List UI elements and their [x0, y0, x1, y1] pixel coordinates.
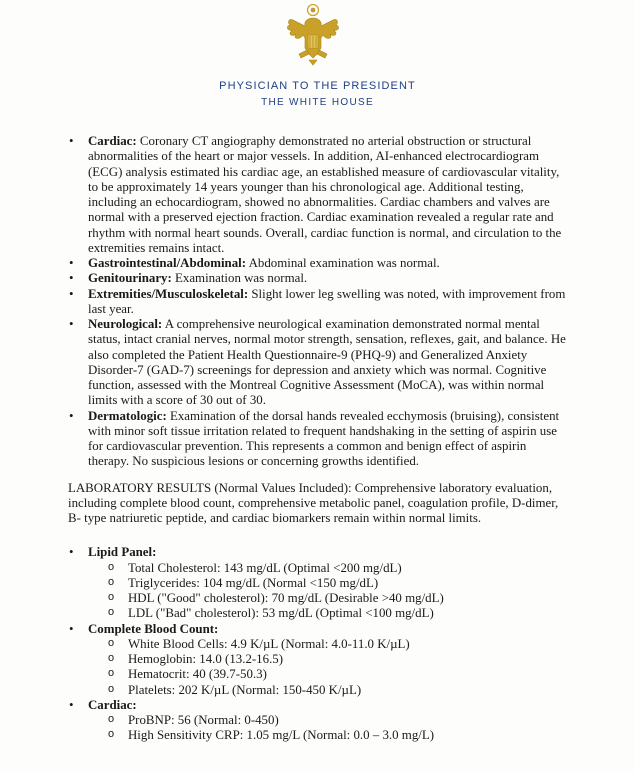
lab-section-label: Complete Blood Count: [88, 621, 219, 636]
lab-section-label: Lipid Panel: [88, 545, 157, 560]
finding-label: Cardiac: [88, 134, 137, 148]
lab-item: o Triglycerides: 104 mg/dL (Normal <150 mg/dL) [108, 576, 568, 591]
finding-item [68, 317, 568, 409]
lab-item: o Hemoglobin: 14.0 (13.2-16.5) [108, 652, 568, 667]
lab-sublist [88, 713, 568, 744]
finding-text: Coronary CT angiography demonstrated no arterial obstruction or structural abnormalities of the heart or major vessels. In addition, AI-enhanced electrocardiogram (ECG) analysis estimated his cardiac age, an established measure of cardiovascular vitality, to be approximately 14 years younger than his chronological age. Additional testing, including an echocardiogram, showed no abnormalities. Cardiac chambers and valves are normal with a preserved ejection fraction. Cardiac examination revealed a regular rate and rhythm with normal heart sounds. Overall, cardiac function is normal, and circulation to the extremities remains intact. [88, 134, 562, 255]
eagle-seal-icon [285, 4, 341, 66]
finding-item [68, 134, 568, 256]
lab-item: o Platelets: 202 K/µL (Normal: 150-450 K/µL) [108, 683, 568, 698]
finding-text: Abdominal examination was normal. [246, 256, 440, 270]
finding-text: A comprehensive neurological examination demonstrated normal mental status, intact cranial nerves, normal motor strength, sensation, reflexes, gait, and balance. He also completed the Patient Health Questionnaire-9 (PHQ-9) and Generalized Anxiety Disorder-7 (GAD-7) screenings for depression and anxiety which was normal. Cognitive function, assessed with the Montreal Cognitive Assessment (MoCA), was within normal limits with a score of 30 out of 30. [88, 317, 566, 408]
finding-text: Slight lower leg swelling was noted, with improvement from last year. [88, 286, 566, 316]
lab-section [68, 698, 568, 744]
lab-results-list [68, 545, 568, 743]
letterhead-title: PHYSICIAN TO THE PRESIDENT [219, 80, 416, 92]
finding-text: Examination of the dorsal hands revealed ecchymosis (bruising), consistent with minor soft tissue irritation related to frequent handshaking in the setting of aspirin use for cardiovascular prevention. This represents a common and benign effect of aspirin therapy. No suspicious lesions or concerning growths identified. [88, 408, 560, 469]
finding-label: Extremities/Musculoskeletal: [88, 286, 249, 301]
lab-sublist [88, 637, 568, 698]
finding-label: Neurological: [88, 317, 163, 331]
lab-item: o LDL ("Bad" cholesterol): 53 mg/dL (Optimal <100 mg/dL) [108, 606, 568, 621]
finding-item [68, 409, 568, 470]
lab-sublist [88, 561, 568, 622]
finding-item [68, 271, 568, 286]
finding-label: Gastrointestinal/Abdominal: [88, 256, 247, 270]
finding-item [68, 256, 568, 271]
finding-text: Examination was normal. [171, 271, 308, 286]
lab-item: o ProBNP: 56 (Normal: 0-450) [108, 713, 568, 728]
finding-label: Dermatologic: [88, 408, 167, 423]
lab-item: o HDL ("Good" cholesterol): 70 mg/dL (Desirable >40 mg/dL) [108, 591, 568, 606]
lab-section [68, 622, 568, 698]
letterhead-subtitle: THE WHITE HOUSE [261, 97, 374, 108]
finding-label: Genitourinary: [88, 271, 172, 286]
lab-item: o Total Cholesterol: 143 mg/dL (Optimal <200 mg/dL) [108, 561, 568, 576]
lab-section [68, 545, 568, 621]
lab-item: o White Blood Cells: 4.9 K/µL (Normal: 4.0-11.0 K/µL) [108, 637, 568, 652]
findings-list [68, 134, 568, 470]
lab-section-label: Cardiac: [88, 697, 137, 712]
lab-item: o High Sensitivity CRP: 1.05 mg/L (Normal: 0.0 – 3.0 mg/L) [108, 728, 568, 743]
lab-intro: LABORATORY RESULTS (Normal Values Included): Comprehensive laboratory evaluation, including complete blood count, comprehensive metabolic panel, coagulation profile, D-dimer, B- type natriuretic peptide, and cardiac biomarkers remain within normal limits. [68, 480, 559, 525]
finding-item [68, 287, 568, 318]
lab-item: o Hematocrit: 40 (39.7-50.3) [108, 667, 568, 682]
document-body [68, 134, 568, 744]
